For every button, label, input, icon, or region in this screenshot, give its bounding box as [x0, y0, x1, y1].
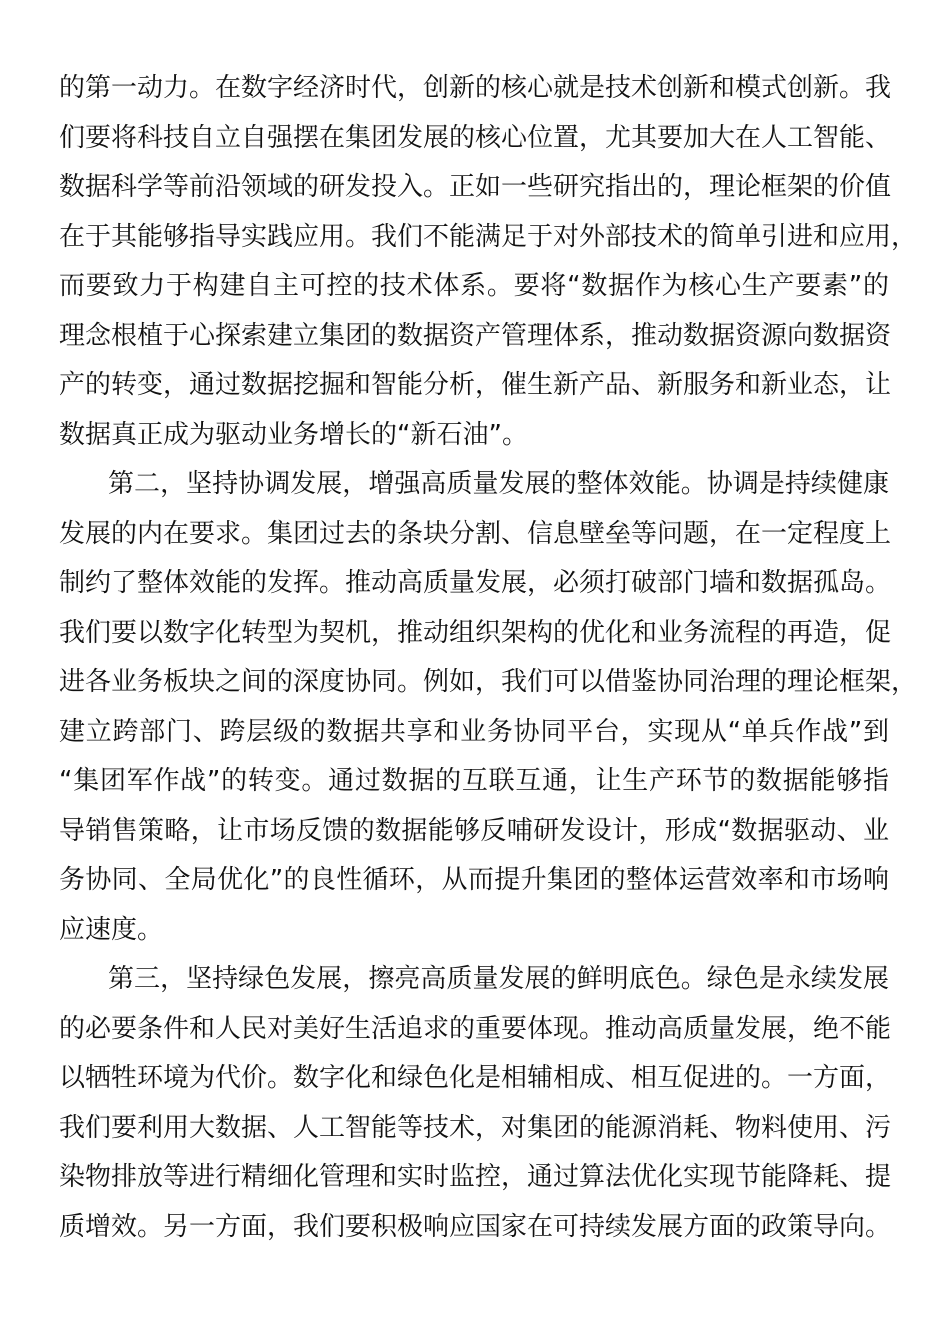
text-line: 我们要利用大数据、人工智能等技术，对集团的能源消耗、物料使用、污: [59, 1112, 892, 1143]
text-line: 发展的内在要求。集团过去的条块分割、信息壁垒等问题，在一定程度上: [59, 518, 892, 549]
text-line: “集团军作战”的转变。通过数据的互联互通，让生产环节的数据能够指: [59, 766, 889, 796]
text-line: 应速度。: [59, 914, 164, 945]
text-line: 染物排放等进行精细化管理和实时监控，通过算法优化实现节能降耗、提: [59, 1162, 892, 1192]
text-line: 进各业务板块之间的深度协同。例如，我们可以借鉴协同治理的理论框架，: [59, 667, 918, 697]
text-line: 导销售策略，让市场反馈的数据能够反哺研发设计，形成“数据驱动、业: [59, 815, 889, 846]
text-line: 而要致力于构建自主可控的技术体系。要将“数据作为核心生产要素”的: [59, 271, 889, 301]
text-line: 第二，坚持协调发展，增强高质量发展的整体效能。协调是持续健康: [108, 469, 889, 499]
text-line: 以牺牲环境为代价。数字化和绿色化是相辅相成、相互促进的。一方面，: [59, 1063, 892, 1093]
text-line: 在于其能够指导实践应用。我们不能满足于对外部技术的简单引进和应用，: [59, 221, 918, 252]
text-line: 们要将科技自立自强摆在集团发展的核心位置，尤其要加大在人工智能、: [59, 122, 892, 153]
text-line: 建立跨部门、跨层级的数据共享和业务协同平台，实现从“单兵作战”到: [59, 716, 889, 747]
text-line: 理念根植于心探索建立集团的数据资产管理体系，推动数据资源向数据资: [59, 320, 892, 351]
text-line: 质增效。另一方面，我们要积极响应国家在可持续发展方面的政策导向。: [59, 1211, 892, 1242]
text-line: 的必要条件和人民对美好生活追求的重要体现。推动高质量发展，绝不能: [59, 1013, 892, 1044]
paragraph-innovation-continued: [59, 64, 918, 460]
text-line: 数据科学等前沿领域的研发投入。正如一些研究指出的，理论框架的价值: [59, 172, 892, 202]
text-line: 务协同、全局优化”的良性循环，从而提升集团的整体运营效率和市场响: [59, 865, 889, 895]
text-line: 产的转变，通过数据挖掘和智能分析，催生新产品、新服务和新业态，让: [59, 370, 892, 400]
text-line: 数据真正成为驱动业务增长的“新石油”。: [59, 419, 528, 450]
text-line: 的第一动力。在数字经济时代，创新的核心就是技术创新和模式创新。我: [59, 73, 892, 103]
document-body: [59, 64, 918, 1252]
paragraph-coordinated-development: [59, 460, 918, 955]
text-line: 我们要以数字化转型为契机，推动组织架构的优化和业务流程的再造，促: [59, 617, 892, 648]
paragraph-green-development: [59, 955, 892, 1252]
text-line: 制约了整体效能的发挥。推动高质量发展，必须打破部门墙和数据孤岛。: [59, 568, 892, 598]
text-line: 第三，坚持绿色发展，擦亮高质量发展的鲜明底色。绿色是永续发展: [108, 964, 889, 994]
